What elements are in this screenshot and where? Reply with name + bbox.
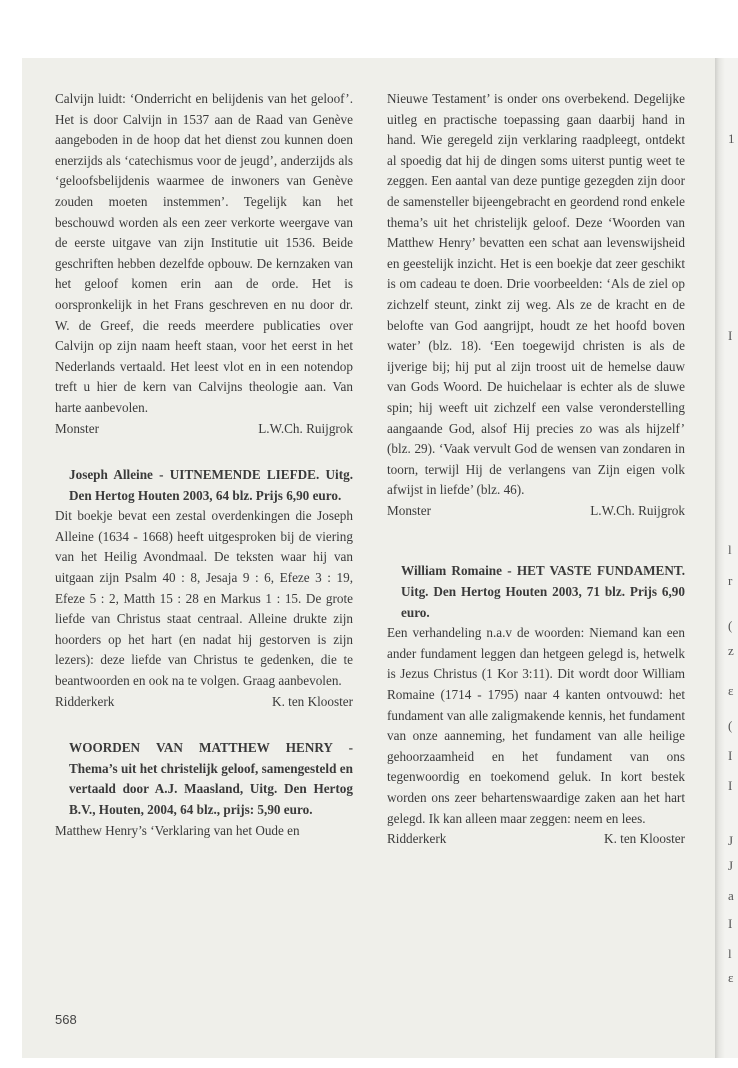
edge-char: ( <box>728 718 733 733</box>
reviewer-name: K. ten Klooster <box>604 831 685 847</box>
reviewer-name: K. ten Klooster <box>272 693 353 709</box>
review-text: Nieuwe Testament’ is onder ons overbekend. Degelijke uitleg en practische toepassing gaan daarbij hand in hand. Wie geregeld zijn verklaring raadpleegt, ontdekt al spoedig dat hij de dingen soms uiterst puntig weet te zeggen. Een aantal van deze puntige gezegden zijn door de samensteller bijeengebracht en geordend rond enkele thema’s uit het christelijk geloof. Deze ‘Woorden van Matthew Henry’ bevatten een schat aan levenswijsheid en geestelijk inzicht. Het is een boekje dat zeer geschikt is om cadeau te doen. Drie voorbeelden: ‘Als de ziel op zichzelf steunt, zinkt zij weg. Als ze de kracht en de belofte van God aangrijpt, houdt ze het hoofd boven water’ (blz. 18). ‘Een toegewijd christen is als de ijverige bij; hij put al zijn troost uit de hemelse dauw van Gods Woord. De huichelaar is echter als de sluwe spin; hij weeft uit zichzelf een valse veronderstelling aangaande God, alsof Hij precies zo was als hijzelf’ (blz. 29). ‘Vaak vervult God de wensen van zondaren in toorn, terwijl Hij de verlangens van Zijn eigen volk afwijst in liefde’ (blz. 46). <box>387 91 685 498</box>
review-title: Joseph Alleine - UITNEMENDE LIEFDE. Uitg. Den Hertog Houten 2003, 64 blz. Prijs 6,90 euro. <box>69 467 353 503</box>
edge-char: a <box>728 888 734 903</box>
edge-char: z <box>728 643 734 658</box>
edge-char: ( <box>728 618 733 633</box>
edge-char: I <box>728 916 733 931</box>
edge-char: ε <box>728 970 734 985</box>
review-place: Ridderkerk <box>387 831 447 847</box>
review-text: Calvijn luidt: ‘Onderricht en belijdenis van het geloof’. Het is door Calvijn in 1537 aan de Raad van Genève aangeboden in de hoop dat het dienst zou kunnen doen enerzijds als ‘catechismus voor de jeugd’, anderzijds als ‘geloofsbelijdenis waarmee de inwoners van Genève zouden moeten instemmen’. Tegelijk kan het beschouwd worden als een zeer verkorte weergave van de eerste uitgave van zijn Institutie uit 1536. Beide geschriften hebben dezelfde opbouw. De kernzaken van het geloof komen erin aan de orde. Het is oorspronkelijk in het Frans geschreven en nu door dr. W. de Greef, die reeds meerdere publicaties over Calvijn op zijn naam heeft staan, voor het eerst in het Nederlands vertaald. Het leest vlot en in een notendop treft u hier de kern van Calvijns theologie aan. Van harte aanbevolen. <box>55 91 353 415</box>
edge-char: l <box>728 542 732 557</box>
review-text: Dit boekje bevat een zestal overdenkingen die Joseph Alleine (1634 - 1668) heeft uitgesproken bij de viering van het Heilig Avondmaal. De teksten waar hij van uitgaan zijn Psalm 40 : 8, Jesaja 9 : 6, Efeze 3 : 19, Efeze 5 : 2, Matth 15 : 28 en Markus 1 : 15. De grote liefde van Christus staat centraal. Alleine drukte zijn hoorders op het hart (en nadat hij gestorven is zijn lezers): deze liefde van Christus te gedenken, die te beantwoorden en ook na te volgen. Graag aanbevolen. <box>55 508 353 689</box>
reviewer-name: L.W.Ch. Ruijgrok <box>590 502 685 518</box>
edge-char: I <box>728 328 733 343</box>
edge-char: J <box>728 858 734 873</box>
reviewer-name: L.W.Ch. Ruijgrok <box>258 420 353 436</box>
edge-char: r <box>728 573 733 588</box>
review-place: Monster <box>55 420 99 436</box>
edge-char: J <box>728 833 734 848</box>
left-column <box>55 89 353 841</box>
edge-char: I <box>728 748 733 763</box>
review-text: Matthew Henry’s ‘Verklaring van het Oude en <box>55 822 300 838</box>
review-signature <box>55 692 353 713</box>
review-place: Ridderkerk <box>55 693 115 709</box>
review-title: William Romaine - HET VASTE FUNDAMENT. Uitg. Den Hertog Houten 2003, 71 blz. Prijs 6,90 euro. <box>401 563 685 620</box>
next-page-edge <box>715 58 738 1058</box>
review-text: Een verhandeling n.a.v de woorden: Niemand kan een ander fundament leggen dan hetgeen gelegd is, hetwelk is Jezus Christus (1 Kor 3:11). Dit wordt door William Romaine (1714 - 1795) naar 4 kanten ontvouwd: het fundament van alle zaligmakende kennis, het fundament van onze aanneming, het fundament van alle heilige gehoorzaamheid en het fundament van ons tegenwoordig en toekomend geluk. In kort bestek worden ons zeer behartenswaardige zaken aan het hart gelegd. Ik kan alleen maar zeggen: neem en lees. <box>387 625 685 826</box>
review-signature <box>387 501 685 522</box>
edge-char: ε <box>728 683 734 698</box>
review-signature <box>55 419 353 440</box>
page-number: 568 <box>55 1012 77 1027</box>
right-column <box>387 89 685 850</box>
review-title: WOORDEN VAN MATTHEW HENRY - Thema’s uit het christelijk geloof, samengesteld en vertaald door A.J. Maasland, Uitg. Den Hertog B.V., Houten, 2004, 64 blz., prijs: 5,90 euro. <box>69 740 353 817</box>
review-signature <box>387 829 685 850</box>
edge-char: I <box>728 778 733 793</box>
edge-char: l <box>728 946 732 961</box>
review-place: Monster <box>387 502 431 518</box>
edge-char: 1 <box>728 131 735 146</box>
